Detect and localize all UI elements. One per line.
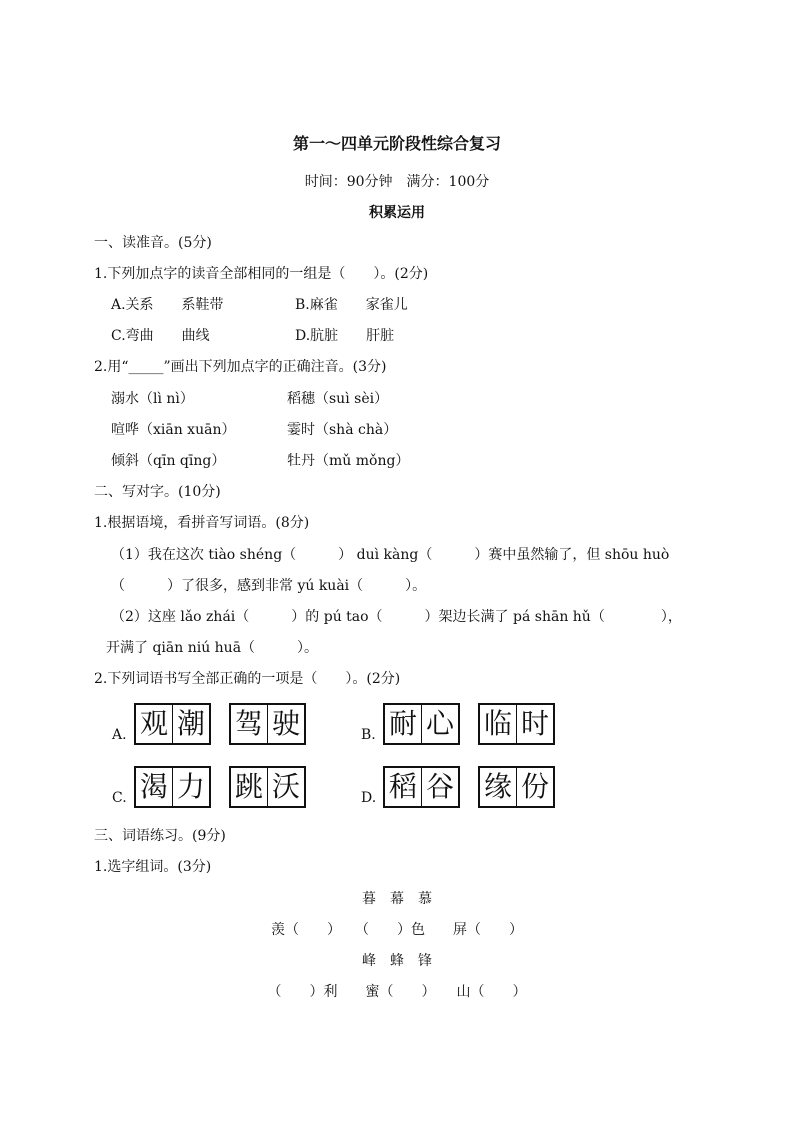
p2-q1-line: （ ）了很多，感到非常 yú kuài（ ）。 <box>111 578 427 594</box>
p3-group2-blanks: （ ）利 蜜（ ） 山（ ） <box>267 984 527 1000</box>
char-cell: 缘 <box>480 768 517 806</box>
part2-heading: 二、写对字。(10分) <box>94 484 221 500</box>
word-card <box>478 703 555 745</box>
word-card <box>134 703 211 745</box>
p2-q2-option-c <box>112 766 324 808</box>
word-card <box>383 766 460 808</box>
char-cell: 渴 <box>136 768 173 806</box>
p1-q1-option-d: D.肮脏 肝脏 <box>295 328 395 344</box>
word-card <box>134 766 211 808</box>
p2-q1-line: （1）我在这次 tiào shéng（ ） duì kàng（ ）赛中虽然输了，但 shōu huò <box>111 547 670 563</box>
p1-q2-item: 牡丹（mǔ mǒng） <box>287 453 410 469</box>
option-label: A. <box>112 727 127 743</box>
p2-q2-stem: 2.下列词语书写全部正确的一项是（ ）。(2分) <box>94 671 401 687</box>
char-cell: 潮 <box>176 707 205 740</box>
p3-group1-chars: 暮 幕 慕 <box>362 891 432 907</box>
p1-q2-item: 喧哗（xiān xuān） <box>111 422 236 438</box>
section-heading: 积累运用 <box>369 205 425 221</box>
char-cell: 沃 <box>271 770 300 803</box>
p1-q1-option-b: B.麻雀 家雀儿 <box>295 297 408 313</box>
p1-q2-item: 稻穗（suì sèi） <box>287 391 389 407</box>
p1-q1-option-c: C.弯曲 曲线 <box>111 328 210 344</box>
char-cell: 耐 <box>385 705 422 743</box>
p2-q2-option-b <box>361 703 573 745</box>
p2-q2-option-a <box>112 703 324 745</box>
p2-q1-line: （2）这座 lǎo zhái（ ）的 pú tao（ ）架边长满了 pá shān hǔ（ ）， <box>111 609 682 625</box>
p2-q1-line: 开满了 qiān niú huā（ ）。 <box>106 640 319 656</box>
option-label: D. <box>361 790 377 806</box>
p1-q1-stem: 1.下列加点字的读音全部相同的一组是（ ）。(2分) <box>94 266 429 282</box>
char-cell: 力 <box>176 770 205 803</box>
word-card <box>478 766 555 808</box>
char-cell: 跳 <box>231 768 268 806</box>
page-title: 第一～四单元阶段性综合复习 <box>292 134 501 153</box>
word-card <box>229 766 306 808</box>
p3-group2-chars: 峰 蜂 锋 <box>362 953 432 969</box>
p2-q1-stem: 1.根据语境，看拼音写词语。(8分) <box>94 515 310 531</box>
part1-heading: 一、读准音。(5分) <box>94 235 212 251</box>
char-cell: 稻 <box>385 768 422 806</box>
p1-q2-stem: 2.用“_____”画出下列加点字的正确注音。(3分) <box>94 359 387 375</box>
p3-q1-stem: 1.选字组词。(3分) <box>94 859 212 875</box>
word-card <box>383 703 460 745</box>
char-cell: 谷 <box>425 770 454 803</box>
p1-q1-option-a: A.关系 系鞋带 <box>111 297 224 313</box>
char-cell: 临 <box>480 705 517 743</box>
p3-group1-blanks: 羡（ ） （ ）色 屏（ ） <box>271 922 523 938</box>
word-card <box>229 703 306 745</box>
time-score-line: 时间：90分钟 满分：100分 <box>304 174 490 190</box>
char-cell: 份 <box>520 770 549 803</box>
option-label: C. <box>112 790 127 806</box>
option-label: B. <box>361 727 376 743</box>
p1-q2-item: 溺水（lì nì） <box>111 391 194 407</box>
part3-heading: 三、词语练习。(9分) <box>94 828 226 844</box>
char-cell: 驾 <box>231 705 268 743</box>
p1-q2-item: 霎时（shà chà） <box>287 422 398 438</box>
char-cell: 观 <box>136 705 173 743</box>
char-cell: 驶 <box>271 707 300 740</box>
p2-q2-option-d <box>361 766 573 808</box>
char-cell: 时 <box>520 707 549 740</box>
char-cell: 心 <box>425 707 454 740</box>
p1-q2-item: 倾斜（qīn qīng） <box>111 453 226 469</box>
